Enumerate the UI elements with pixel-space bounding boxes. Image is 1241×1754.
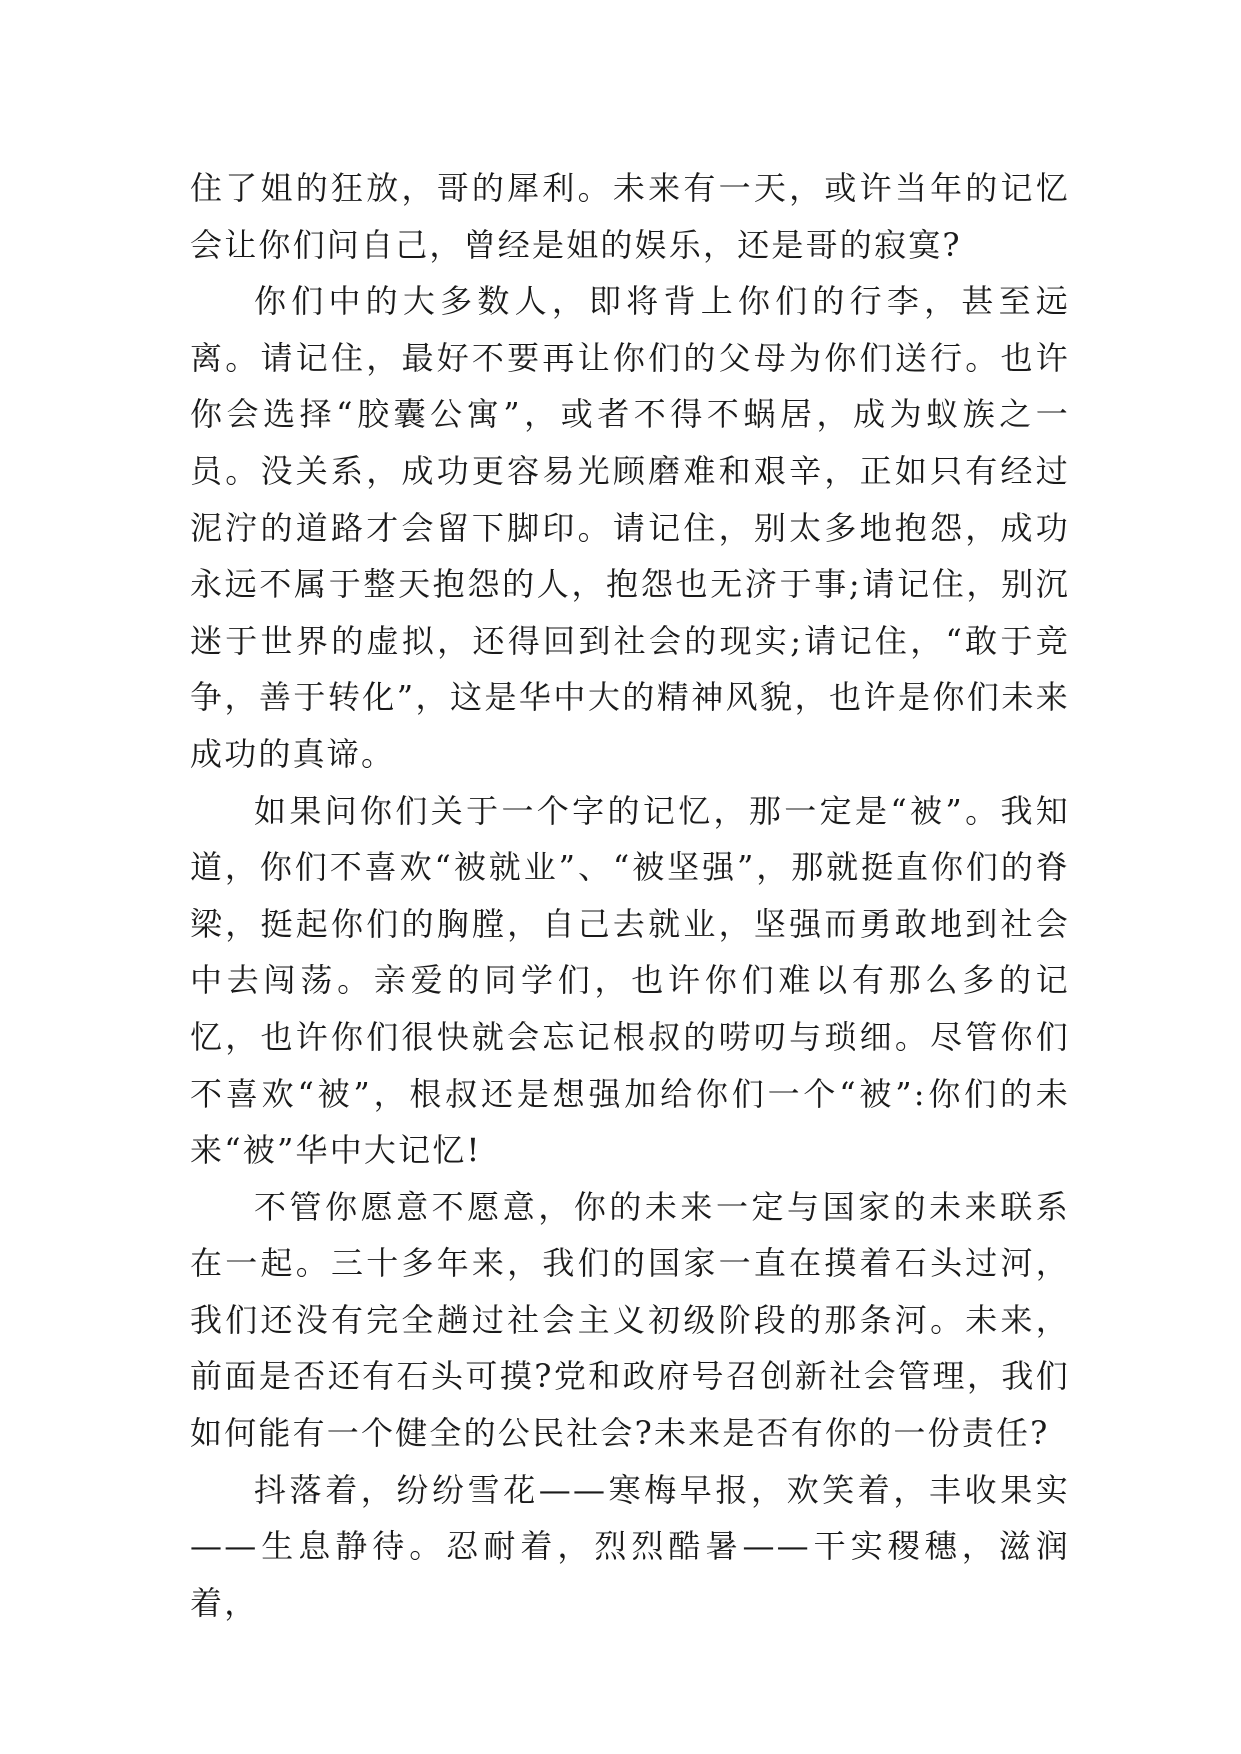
document-page — [190, 160, 1070, 1631]
paragraph-1: 住了姐的狂放，哥的犀利。未来有一天，或许当年的记忆会让你们问自己，曾经是姐的娱乐，还是哥的寂寞? — [190, 169, 1070, 264]
paragraph-4: 不管你愿意不愿意，你的未来一定与国家的未来联系在一起。三十多年来，我们的国家一直在摸着石头过河，我们还没有完全趟过社会主义初级阶段的那条河。未来，前面是否还有石头可摸?党和政府号召创新社会管理，我们如何能有一个健全的公民社会?未来是否有你的一份责任? — [190, 1187, 1070, 1453]
paragraph-5: 抖落着，纷纷雪花——寒梅早报，欢笑着，丰收果实——生息静待。忍耐着，烈烈酷暑——干实稷穗，滋润着， — [190, 1470, 1070, 1622]
paragraph-3: 如果问你们关于一个字的记忆，那一定是“被”。我知道，你们不喜欢“被就业”、“被坚强”，那就挺直你们的脊梁，挺起你们的胸膛，自己去就业，坚强而勇敢地到社会中去闯荡。亲爱的同学们，也许你们难以有那么多的记忆，也许你们很快就会忘记根叔的唠叨与琐细。尽管你们不喜欢“被”，根叔还是想强加给你们一个“被”:你们的未来“被”华中大记忆! — [190, 791, 1070, 1170]
paragraph-2: 你们中的大多数人，即将背上你们的行李，甚至远离。请记住，最好不要再让你们的父母为你们送行。也许你会选择“胶囊公寓”，或者不得不蜗居，成为蚁族之一员。没关系，成功更容易光顾磨难和艰辛，正如只有经过泥泞的道路才会留下脚印。请记住，别太多地抱怨，成功永远不属于整天抱怨的人，抱怨也无济于事;请记住，别沉迷于世界的虚拟，还得回到社会的现实;请记住，“敢于竞争，善于转化”，这是华中大的精神风貌，也许是你们未来成功的真谛。 — [190, 282, 1070, 773]
